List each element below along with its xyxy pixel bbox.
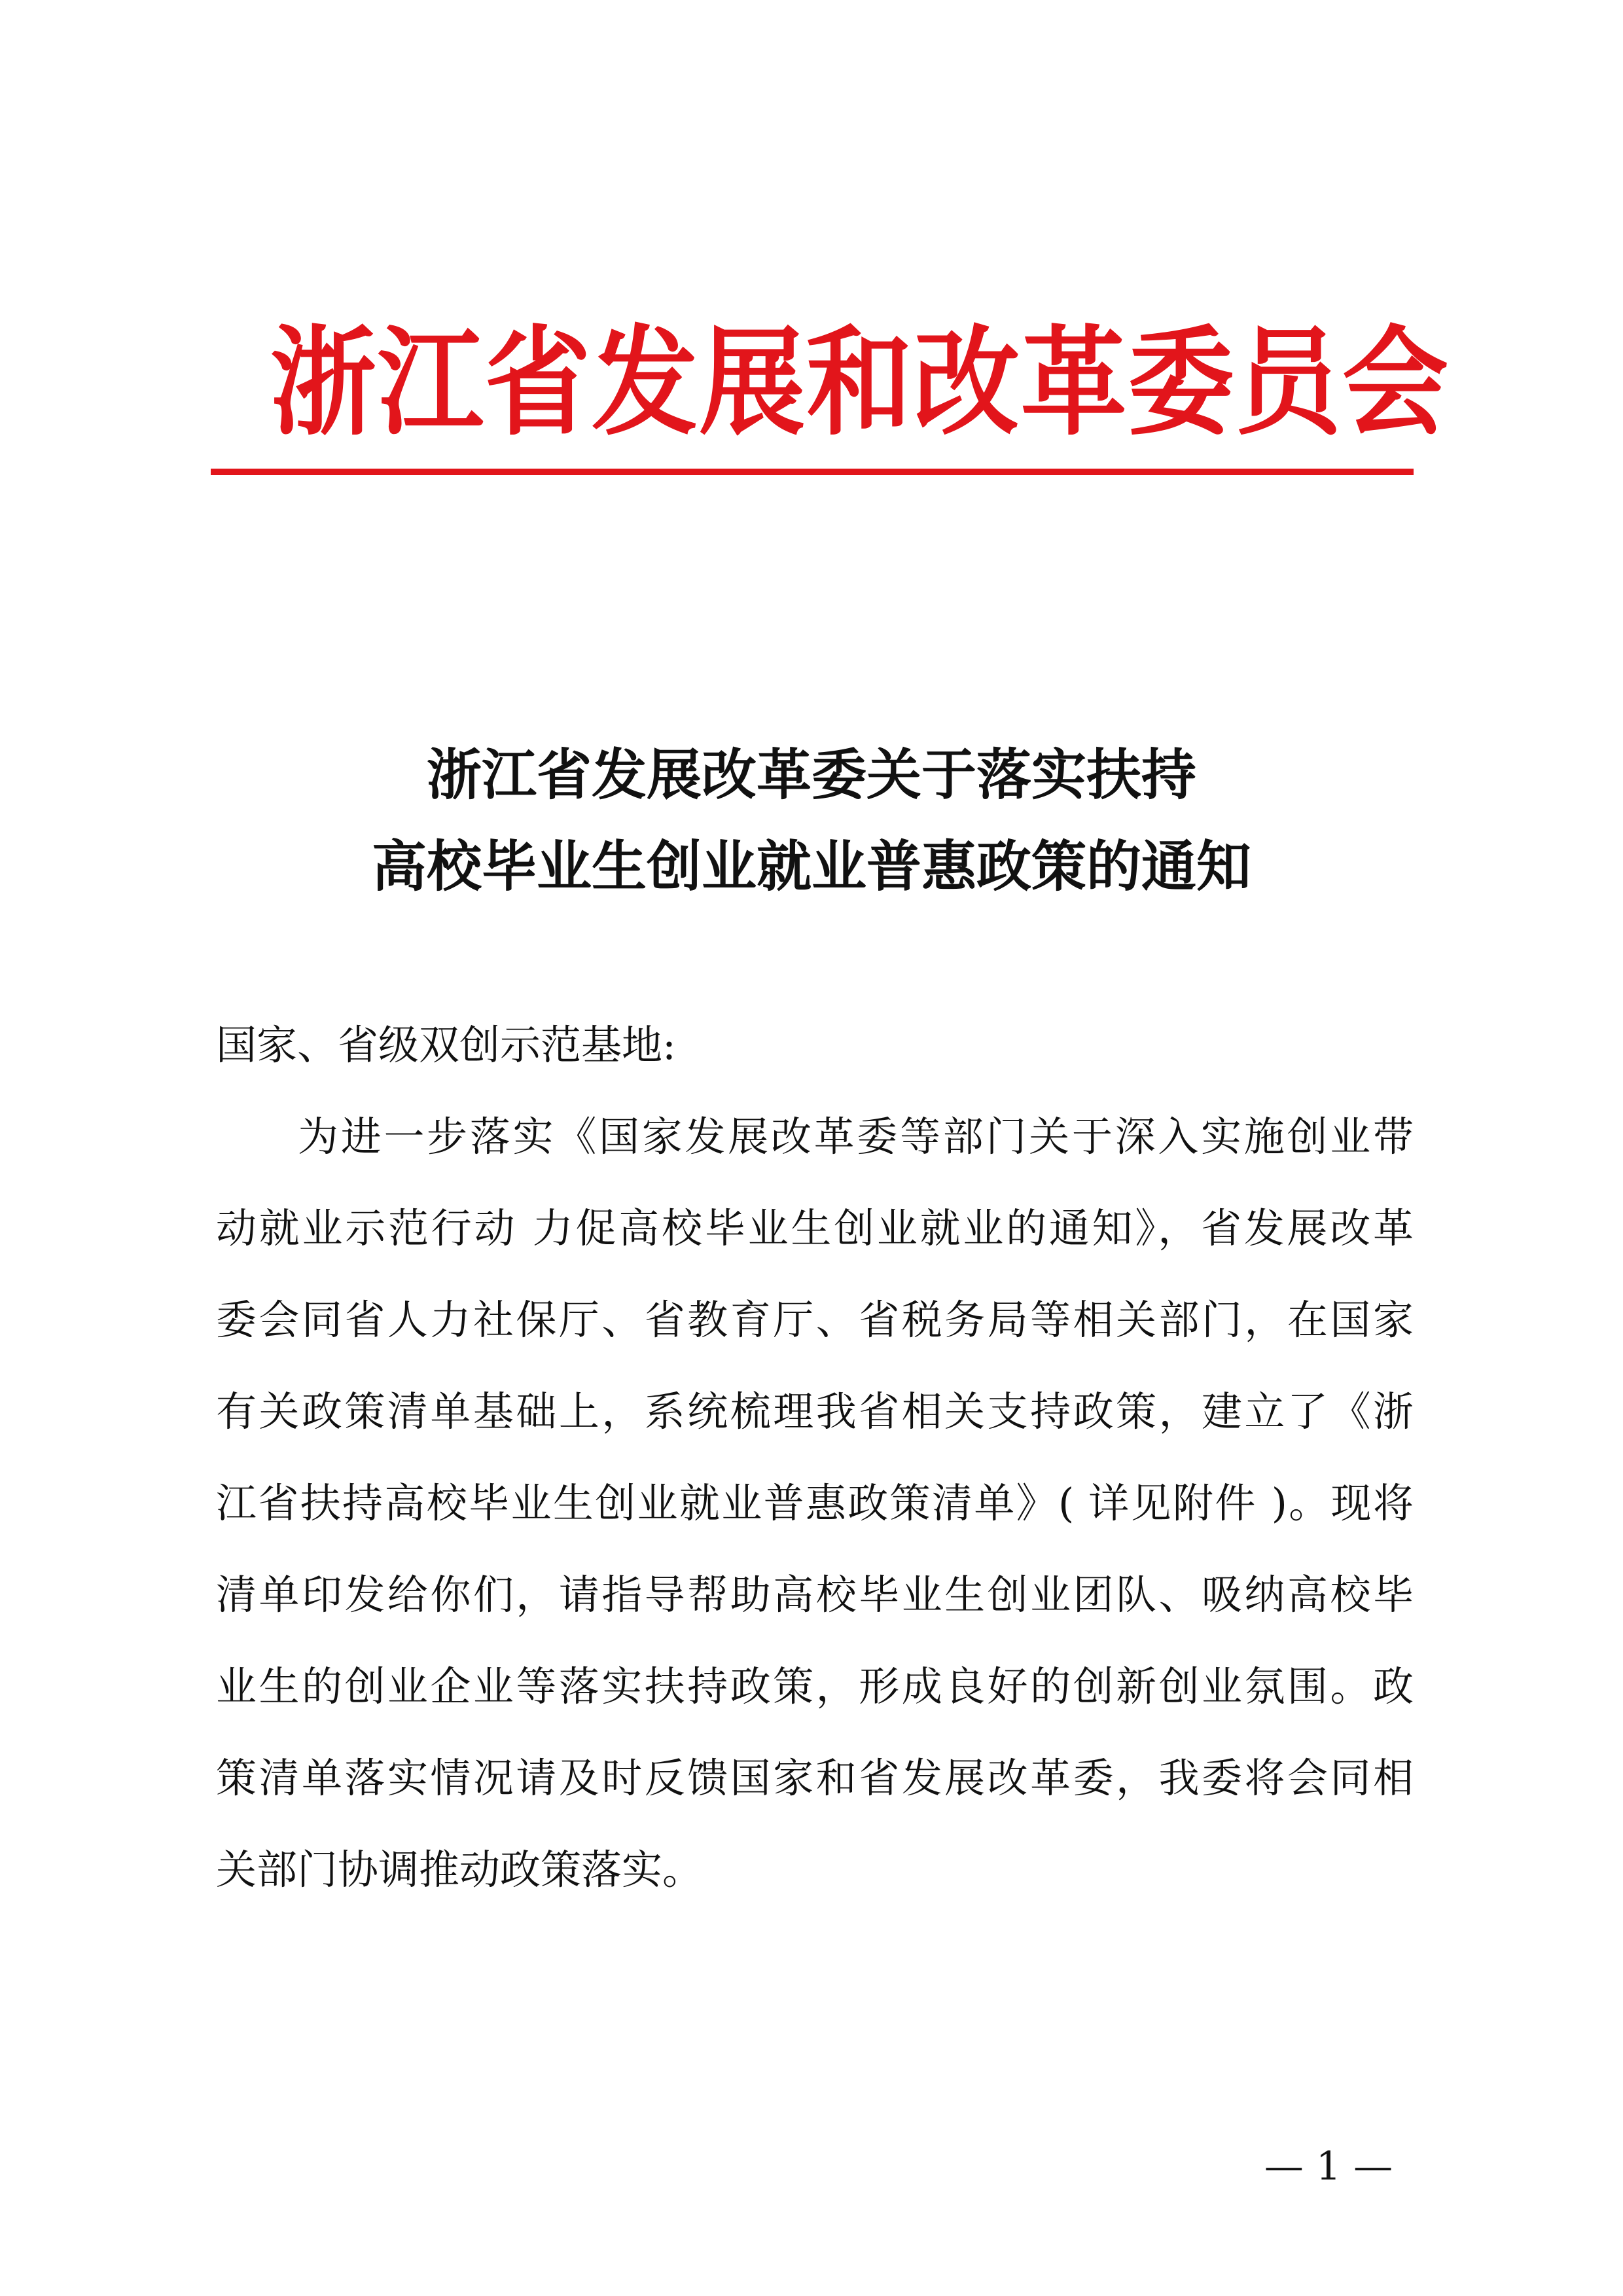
document-title-line-1: 浙江省发展改革委关于落实扶持: [426, 742, 1196, 807]
body-text-line: 业生的创业企业等落实扶持政策，形成良好的创新创业氛围。政: [216, 1662, 1414, 1710]
body-text-line: 江省扶持高校毕业生创业就业普惠政策清单》( 详见附件 )。现将: [216, 1479, 1414, 1527]
document-title-line-2: 高校毕业生创业就业普惠政策的通知: [371, 834, 1251, 899]
body-text-line: 为进一步落实《国家发展改革委等部门关于深入实施创业带: [298, 1113, 1414, 1160]
body-text-line: 策清单落实情况请及时反馈国家和省发展改革委，我委将会同相: [216, 1754, 1414, 1802]
red-header-rule: [211, 469, 1414, 475]
salutation: 国家、省级双创示范基地:: [216, 1021, 676, 1069]
body-text-line: 委会同省人力社保厅、省教育厅、省税务局等相关部门，在国家: [216, 1296, 1414, 1344]
issuing-authority-header: 浙江省发展和改革委员会: [270, 314, 1450, 452]
body-text-line: 动就业示范行动 力促高校毕业生创业就业的通知》，省发展改革: [216, 1204, 1414, 1252]
body-text-line: 有关政策清单基础上，系统梳理我省相关支持政策，建立了《浙: [216, 1388, 1414, 1435]
body-text-line: 关部门协调推动政策落实。: [216, 1846, 704, 1893]
page-number: — 1 —: [1264, 2144, 1393, 2189]
body-text-line: 清单印发给你们，请指导帮助高校毕业生创业团队、吸纳高校毕: [216, 1571, 1414, 1619]
